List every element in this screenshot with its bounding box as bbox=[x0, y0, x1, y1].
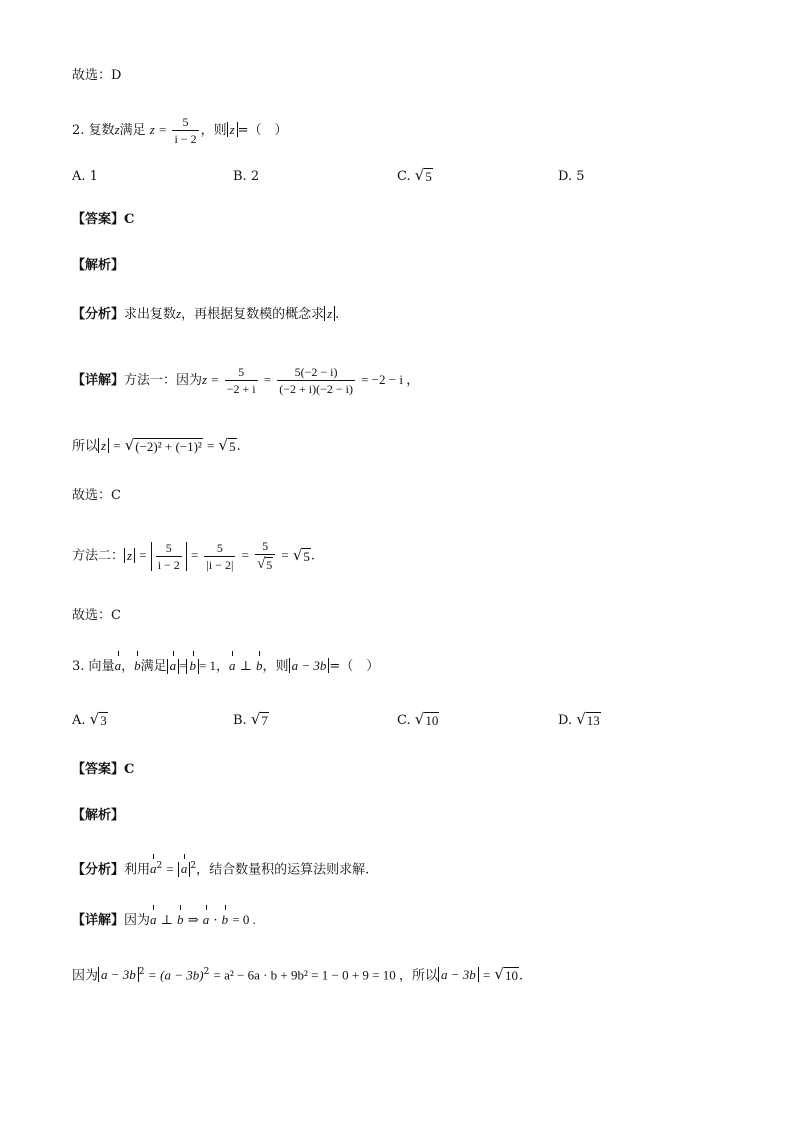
q2-method-2: 方法二： z = $\frac{5}{i - 2}$ = $\frac{5}{|i - 2|}$ = 5 √ 5 = √ 5 . bbox=[72, 539, 316, 572]
q1-choose: 故选：D bbox=[72, 68, 122, 83]
q3-fenxi: 【分析】利用$a^2 = a$ $^2$，结合数量积的运算法则求解. bbox=[72, 861, 370, 878]
q2-option-d: D. 5 bbox=[558, 169, 585, 184]
q3-option-b: B. √ 7 bbox=[233, 710, 268, 728]
q3-option-d: D. √ 13 bbox=[558, 710, 600, 728]
q2-so: 所以 z = √ (−2)² + (−1)² = √ 5 . bbox=[72, 436, 241, 454]
q2-detail: 【详解】方法一：因为z = $\frac{5}{-2 + i}$ = $\frac{5(-2 - i)}{(-2 + i)(-2 - i)}$ = −2 − i ， bbox=[72, 365, 420, 396]
q2-option-b: B. 2 bbox=[233, 169, 260, 184]
q3-analysis-heading: 【解析】 bbox=[72, 808, 125, 823]
q3-option-c: C. √ 10 bbox=[397, 710, 439, 728]
q3-stem: 3. 向量a，b满足 a = b = 1，a ⊥ b，则 a − 3b =（ ） bbox=[72, 658, 380, 674]
q3-detail: 【详解】因为a ⊥ b ⇒ a · b = 0 . bbox=[72, 912, 256, 928]
q2-choose-2: 故选：C bbox=[72, 608, 121, 623]
q3-answer: 【答案】C bbox=[72, 762, 135, 777]
q3-long: 因为 a − 3b $^2 = (a - 3b)^2 = a^2 - 6a \cdot b + 9b^2 = 1 - 0 + 9 = 10$ ，所以 a − 3b = √ 10 . bbox=[72, 965, 524, 984]
q2-stem: 2. 复数z满足 z = $\frac{5}{i - 2}$ ，则 z =（ ） bbox=[72, 115, 288, 146]
q3-option-a: A. √ 3 bbox=[72, 710, 107, 728]
q2-fenxi: 【分析】求出复数z，再根据复数模的概念求 z . bbox=[72, 306, 340, 322]
q2-answer: 【答案】C bbox=[72, 212, 135, 227]
q2-option-a: A. 1 bbox=[72, 169, 98, 184]
q2-choose-1: 故选：C bbox=[72, 488, 121, 503]
q2-analysis-heading: 【解析】 bbox=[72, 258, 125, 273]
q2-option-c: C. √ 5 bbox=[397, 166, 432, 184]
